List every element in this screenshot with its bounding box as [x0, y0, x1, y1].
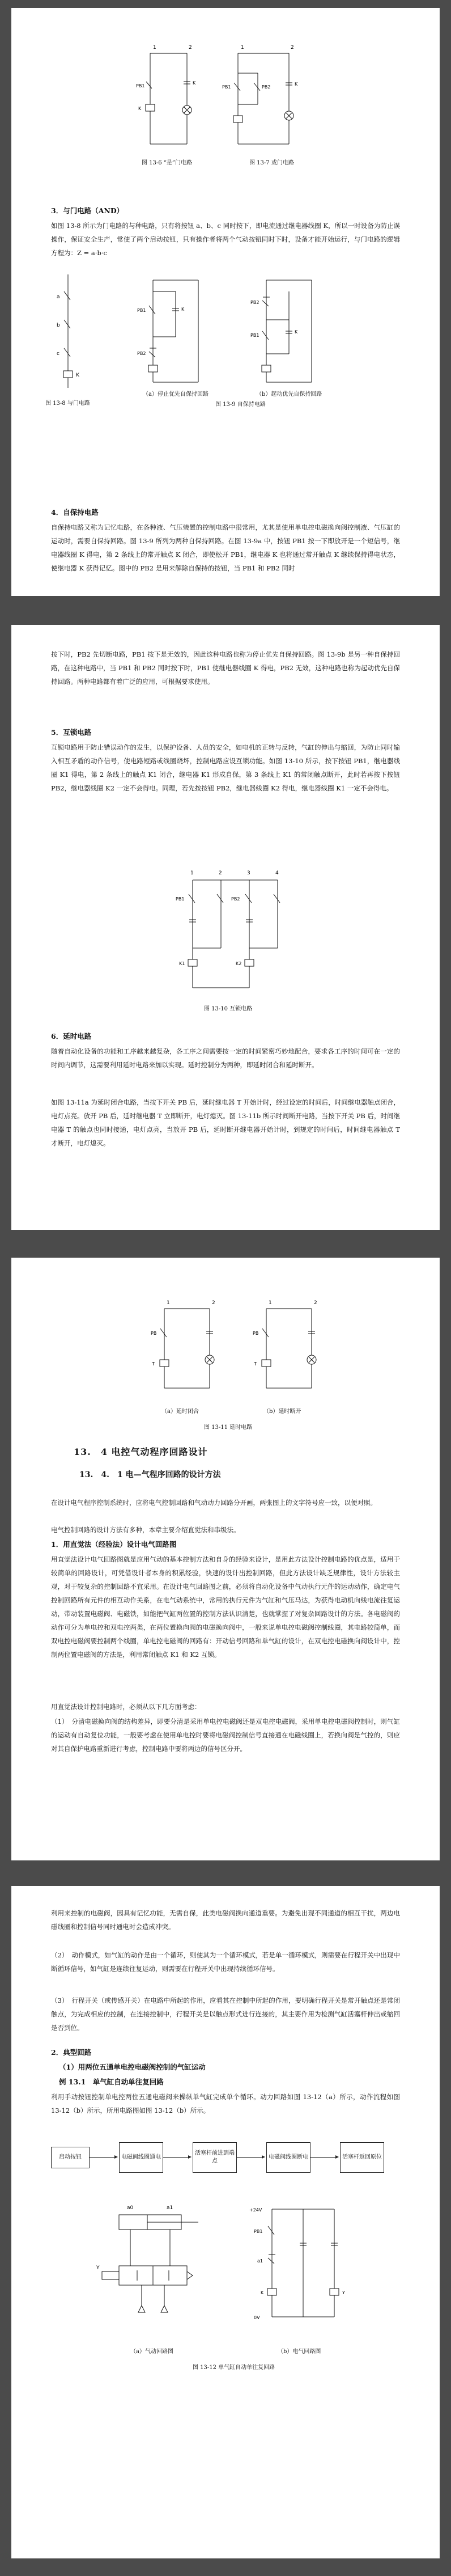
fig-13-12b-a1: a1 — [257, 2258, 263, 2264]
flow-arrow-3 — [237, 2157, 264, 2158]
fig-13-10-caption: 图 13-10 互锁电路 — [204, 1006, 253, 1012]
flow-arrow-4 — [310, 2157, 338, 2158]
fig-13-10-pb2: PB2 — [231, 896, 240, 902]
page-4-paragraph-1: 利用来控制的电磁阀，因具有记忆功能，无需自保，此类电磁阀换向通道重要。为避免出现不同通道的相互干扰，两边电磁线圈和控制信号同时通电时会造成冲突。 — [51, 1909, 400, 1931]
fig-13-9b-pb1: PB1 — [250, 333, 259, 338]
fig-13-12a-label: （a）气动回路图 — [130, 2349, 173, 2355]
section-5-body: 互锁电路用于防止错误动作的发生，以保护设备、人员的安全，如电机的正转与反转，气缸的伸出与缩回，为防止同时输入相互矛盾的动作信号，使电路短路或线圈烧坏，控制电路应设互锁功能。如图 13-10 所示，按下按钮 PB1，继电器线圈 K1 得电，第 2 条线上的触点 K1 闭合，继电器 K1 形成自保，第 3 条线上 K1 的常闭触点断开，此时若再按下按钮 PB2，继电器线圈 K2 一定不会得电。同理，若先按按钮 PB2，继电器线圈 K2 得电，继电器线圈 K1 一定不会得电。 — [51, 743, 400, 792]
section-3-body: 如图 13-8 所示为门电路的与种电路，只有将按钮 a、b、c 同时按下，即电流通过继电器线圈 K，所以一时设备为防止误操作，保证安全生产，常使了两个启动按钮，只有操作者将两个气动按钮同时下时，设备才能开始运行，与门电路的逻辑方程为：Z = a·b·c — [51, 222, 400, 257]
section-3-title: 3．与门电路（AND） — [51, 206, 124, 215]
fig-13-9b-label: （b）起动优先自保持回路 — [256, 391, 322, 397]
fig-13-11b-n2: 2 — [314, 1300, 317, 1306]
fig-13-7-pb2: PB2 — [262, 84, 271, 90]
fig-13-7-k: K — [295, 82, 298, 87]
figure-13-6-circuit — [136, 42, 215, 155]
page-2-paragraph-1: 按下时，PB2 先切断电路，PB1 按下是无效的，因此这种电路也称为停止优先自保持回路。图 13-9b 是另一种自保持回路，在这种电路中，当 PB1 和 PB2 同时按下时，PB1 使继电器线圈 K 得电，PB2 无效，这种电路也称为起动优先自保持回路。两种电路都有着广泛的应用，可根据要求使用。 — [51, 650, 400, 686]
section-6-title: 6．延时电路 — [51, 1032, 92, 1040]
intro-paragraph: 在设计电气程序控制系统时，应将电气控制回路和气动动力回路分开画，两张图上的文字符号应一致，以便对照。 — [51, 1499, 377, 1507]
document-page-4 — [11, 1886, 440, 2558]
fig-13-9a-pb1: PB1 — [137, 308, 146, 313]
figure-13-9b-circuit — [249, 274, 346, 388]
fig-13-8-c: c — [57, 351, 59, 357]
fig-13-11b-label: （b）延时断开 — [263, 1408, 301, 1415]
figure-13-7-circuit — [222, 42, 323, 155]
figure-13-11a-circuit — [147, 1297, 232, 1399]
example-13-1-title: 例 13.1 单气缸自动单往复回路 — [59, 2078, 164, 2086]
method-1-body: 用直觉法设计电气回路图就是应用气动的基本控制方法和自身的经验来设计，是用此方法设计控制电路的优点是，适用于较简单的回路设计，可凭借设计者本身的积累经验，快速的设计出控制回路，但此方法设计缺乏规律性，设计方法较主观，对于较复杂的控制回路不宜采用。在设计电气回路图之前，必须将自动化设备中气动执行元件的运动动作，确定电气控制回路所有元件的相互动作关系，在电气动系统中，常用的执行元件为气缸和气压马达，为获得电动机向线电流往复运动，带动装置电磁阀、电磁铁，如能把气缸两位置的控制方法认识清楚，也就掌握了对复杂回路设计的方法。各电磁阀的动作可分为单电控和双电控两类，在两位置换向阀的电磁换向阀中，一般来说单电控电磁阀控制线圈，其电路较简单，而双电控电磁阀要控制两个线圈，单电控电磁阀的回路有：开动信号回路和单气缸的设计，在双电控电磁换向阀设计中，控制两位置电磁阀的方法是，利用常闭触点 K1 和 K2 互锁。 — [51, 1555, 400, 1659]
section-4-title: 4．自保持电路 — [51, 508, 99, 517]
fig-13-12-caption: 图 13-12 单气缸自动单往复回路 — [193, 2364, 275, 2371]
fig-13-8-a: a — [57, 294, 60, 300]
figure-13-12a-pneumatic — [96, 2192, 221, 2340]
fig-13-9a-k: K — [181, 307, 185, 312]
fig-13-12b-label: （b）电气回路图 — [278, 2349, 321, 2355]
section-6-body-2: 如图 13-11a 为延时闭合电路，当按下开关 PB 后，延时继电器 T 开始计时，经过设定的时间后，时间继电器触点闭合，电灯点亮。放开 PB 后，延时继电器 T 立即断开，电灯熄灭。图 13-11b 所示时间断开电路，当按下开关 PB 后，时间继电器 T 的触点也同时接通，电灯点亮，当放开 PB 后，延时断开继电器开始计时，到规定的时间后，时间继电器触点 T 才断开，电灯熄灭。 — [51, 1098, 400, 1147]
intro-paragraph-2: 电气控制回路的设计方法有多种，本章主要介绍直觉法和串级法。 — [51, 1526, 240, 1534]
section-4-body: 自保持电路又称为记忆电路，在各种液、气压装置的控制电路中很常用，尤其是使用单电控电磁换向阀控制液、气压缸的运动时，需要自保持回路。图 13-9 所列为两种自保持回路。在图 13-9a 中，按钮 PB1 按一下即放开是一个短信号，继电器线圈 K 得电，第 2 条线上的常开触点 K 闭合，即使松开 PB1，继电器 K 也将通过常开触点 K 继续保持得电状态，使继电器 K 获得记忆。图中的 PB2 是用来解除自保持的按钮，当 PB1 和 PB2 同时 — [51, 523, 400, 572]
fig-13-10-n2: 2 — [219, 870, 222, 876]
section-title: 13. 4. 1 电—气程序回路的设计方法 — [79, 1470, 221, 1479]
fig-13-9b-k: K — [295, 329, 298, 335]
fig-13-6-node-2: 2 — [189, 45, 192, 50]
fig-13-8-b: b — [57, 323, 60, 328]
fig-13-9a-label: （a）停止优先自保持回路 — [143, 391, 209, 397]
flow-step-start-button: 启动按钮 — [51, 2147, 90, 2168]
fig-13-12b-y: Y — [342, 2290, 345, 2295]
fig-13-12a-a1: a1 — [167, 2205, 173, 2211]
item-3: （3） 行程开关（或传感开关）在电路中所起的作用，应看其在控制中所起的作用，要明确行程开关是常开触点还是常闭触点，为完成相应的控制，在连接控制中，行程开关是以触点形式进行连接的，其主要作用为检测气缸活塞杆伸出或缩回是否到位。 — [51, 1996, 400, 2032]
document-page-3 — [11, 1258, 440, 1860]
fig-13-12b-ground: 0V — [254, 2315, 260, 2320]
fig-13-8-caption: 图 13-8 与门电路 — [45, 400, 90, 407]
fig-13-7-pb1: PB1 — [222, 84, 231, 90]
figure-13-10-circuit — [176, 863, 295, 999]
subsection-1-title: （1）用两位五通单电控电磁阀控制的气缸运动 — [59, 2063, 206, 2071]
fig-13-6-pb1: PB1 — [136, 83, 145, 88]
method-1-body-2: 用直觉法设计控制电路时，必须从以下几方面考虑： — [51, 1703, 201, 1711]
fig-13-12a-y: Y — [96, 2265, 100, 2271]
fig-13-12b-k: K — [261, 2290, 264, 2295]
fig-13-8-k: K — [76, 373, 79, 378]
fig-13-12b-pb1: PB1 — [254, 2229, 263, 2234]
flow-step-rod-returns: 活塞杆返回原位 — [340, 2142, 384, 2173]
document-page-2 — [11, 625, 440, 1230]
fig-13-10-k2: K2 — [236, 961, 242, 966]
fig-13-10-n3: 3 — [247, 870, 250, 876]
fig-13-11a-n1: 1 — [167, 1300, 170, 1306]
fig-13-7-node-1: 1 — [241, 45, 244, 50]
figure-13-12b-electric — [249, 2192, 363, 2340]
fig-13-10-k1: K1 — [179, 961, 185, 966]
flow-step-coil-energized: 电磁阀线圈通电 — [119, 2142, 163, 2173]
figure-13-11b-circuit — [249, 1297, 334, 1399]
fig-13-11-caption: 图 13-11 延时电路 — [204, 1424, 253, 1431]
fig-13-11b-n1: 1 — [269, 1300, 272, 1306]
fig-13-11b-t: T — [254, 1361, 257, 1367]
method-1-item-1: （1） 分清电磁换向阀的结构差异，即要分清是采用单电控电磁阀还是双电控电磁阀，采用单电控电磁阀控制时，则气缸的运动有自动复位功能，一般要考虑在使用单电控时要将电磁阀控制信号直接通在电磁线圈上，若换向阀是气控的，则应对其自保护电路重新进行考虑，控制电路中要将两边的信号区分开。 — [51, 1718, 400, 1753]
example-13-1-body: 利用手动按钮控制单电控两位五通电磁阀来操纵单气缸完成单个循环。动力回路如图 13-12（a）所示，动作流程如图 13-12（b）所示，所用电路图如图 13-12（b）所示。 — [51, 2093, 400, 2114]
fig-13-12b-supply: +24V — [249, 2207, 262, 2213]
fig-13-7-caption: 图 13-7 或门电路 — [249, 160, 294, 166]
fig-13-7-node-2: 2 — [291, 45, 294, 50]
typical-circuits-title: 2．典型回路 — [51, 2048, 92, 2057]
chapter-title: 13. 4 电控气动程序回路设计 — [74, 1446, 208, 1457]
fig-13-10-n4: 4 — [275, 870, 279, 876]
fig-13-6-caption: 图 13-6 “是”门电路 — [142, 160, 193, 166]
fig-13-11b-pb: PB — [253, 1331, 259, 1336]
document-page-1 — [11, 8, 440, 596]
section-5-title: 5．互锁电路 — [51, 728, 92, 737]
figure-13-9a-circuit — [136, 274, 232, 388]
flow-step-rod-extends: 活塞杆前进到端点 — [193, 2142, 237, 2173]
fig-13-10-n1: 1 — [190, 870, 194, 876]
flow-step-coil-deenergized: 电磁阀线圈断电 — [266, 2142, 310, 2173]
figure-13-8-circuit — [45, 269, 113, 399]
fig-13-6-node-1: 1 — [153, 45, 156, 50]
fig-13-12a-a0: a0 — [127, 2205, 134, 2211]
fig-13-11a-pb: PB — [151, 1331, 157, 1336]
flow-arrow-2 — [163, 2157, 190, 2158]
fig-13-10-pb1: PB1 — [176, 896, 185, 902]
fig-13-6-k2: K — [193, 81, 196, 86]
fig-13-9b-pb2: PB2 — [250, 300, 259, 305]
fig-13-9-caption: 图 13-9 自保持电路 — [215, 401, 266, 408]
method-1-title: 1．用直觉法（经验法）设计电气回路图 — [51, 1540, 177, 1549]
item-2: （2） 动作模式，如气缸的动作是由一个循环，则使其为一个循环模式，若是单一循环模式，则需要在行程开关中出现中断循环信号，如气缸是连续往复运动，则需要在行程开关中出现持续循环信号。 — [51, 1951, 400, 1973]
fig-13-11a-n2: 2 — [212, 1300, 215, 1306]
fig-13-11a-label: （a）延时闭合 — [161, 1408, 199, 1415]
fig-13-9a-pb2: PB2 — [137, 351, 146, 356]
flow-arrow-1 — [90, 2157, 117, 2158]
section-6-body-1: 随着自动化设备的功能和工序越来越复杂，各工序之间需要按一定的时间紧密巧妙地配合，要求各工序的时间可在一定的时间内调节，这需要利用延时电路来加以实现。延时控制分为两种，即延时闭合和延时断开。 — [51, 1047, 400, 1069]
fig-13-11a-t: T — [152, 1361, 155, 1367]
fig-13-6-k1: K — [138, 106, 142, 111]
